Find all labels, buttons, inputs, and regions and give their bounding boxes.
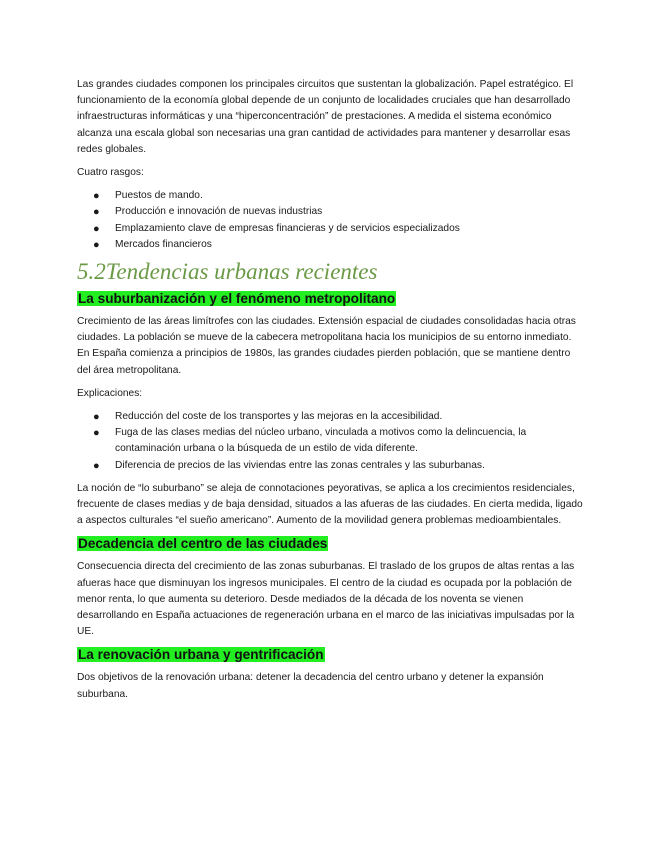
- rasgos-list: [77, 188, 583, 253]
- list-item: ● Diferencia de precios de las viviendas entre las zonas centrales y las suburbanas.: [77, 458, 583, 474]
- section-title: 5.2Tendencias urbanas recientes: [77, 259, 378, 285]
- list-item: ● Producción e innovación de nuevas industrias: [77, 204, 583, 220]
- bullet-icon: ●: [93, 427, 100, 440]
- list-item: ● Puestos de mando.: [77, 188, 583, 204]
- bullet-icon: ●: [93, 238, 100, 251]
- heading-suburbanizacion: La suburbanización y el fenómeno metropolitano: [78, 291, 396, 307]
- explicaciones-label: Explicaciones:: [77, 387, 143, 399]
- renovacion-paragraph: Dos objetivos de la renovación urbana: detener la decadencia del centro urbano y detener la expansión suburbana.: [77, 672, 544, 700]
- suburbano-paragraph: La noción de “lo suburbano” se aleja de connotaciones peyorativas, se aplica a los crecimientos residenciales, frecuente de clases medias y de baja densidad, situados a las afueras de las ciudades. En cierta medida, ligado a aspectos culturales “el sueño americano”. Aumento de la movilidad genera problemas medioambientales.: [77, 482, 583, 527]
- heading-renovacion: La renovación urbana y gentrificación: [78, 647, 324, 663]
- intro-paragraph: Las grandes ciudades componen los principales circuitos que sustentan la globalización. Papel estratégico. El funcionamiento de la economía global depende de un conjunto de localidades cruciales que han desarrollado infraestructuras informáticas y una “hiperconcentración” de prestaciones. A medida el sistema económico alcanza una escala global son necesarias una gran cantidad de actividades para mantener y desarrollar esas redes globales.: [77, 79, 574, 155]
- bullet-icon: ●: [93, 206, 100, 219]
- bullet-icon: ●: [93, 222, 100, 235]
- bullet-icon: ●: [93, 459, 100, 472]
- list-item: ● Mercados financieros: [77, 237, 583, 253]
- suburbanizacion-paragraph: Crecimiento de las áreas limítrofes con las ciudades. Extensión espacial de ciudades consolidadas hacia otras ciudades. La población se mueve de la cabecera metropolitana hacia los municipios de su entorno inmediato. En España comienza a principios de 1980s, las grandes ciudades pierden población, que se mantiene dentro del área metropolitana.: [77, 316, 576, 376]
- decadencia-paragraph: Consecuencia directa del crecimiento de las zonas suburbanas. El traslado de los grupos de altas rentas a las afueras hace que disminuyan los ingresos municipales. El centro de la ciudad es ocupada por la población de menor renta, lo que aumenta su deterioro. Desde mediados de la década de los noventa se vienen desarrollando en España actuaciones de regeneración urbana en el marco de las iniciativas impulsadas por la UE.: [77, 561, 575, 638]
- document-body: [77, 77, 583, 703]
- rasgos-label: Cuatro rasgos:: [77, 167, 144, 179]
- bullet-icon: ●: [93, 411, 100, 424]
- list-item: ● Emplazamiento clave de empresas financieras y de servicios especializados: [77, 221, 583, 237]
- explicaciones-list: [77, 409, 583, 474]
- bullet-icon: ●: [93, 190, 100, 203]
- heading-decadencia: Decadencia del centro de las ciudades: [78, 536, 328, 552]
- list-item: ● Reducción del coste de los transportes y las mejoras en la accesibilidad.: [77, 409, 583, 425]
- list-item: ● Fuga de las clases medias del núcleo urbano, vinculada a motivos como la delincuencia, la contaminación urbana o la búsqueda de un estilo de vida diferente.: [93, 427, 527, 455]
